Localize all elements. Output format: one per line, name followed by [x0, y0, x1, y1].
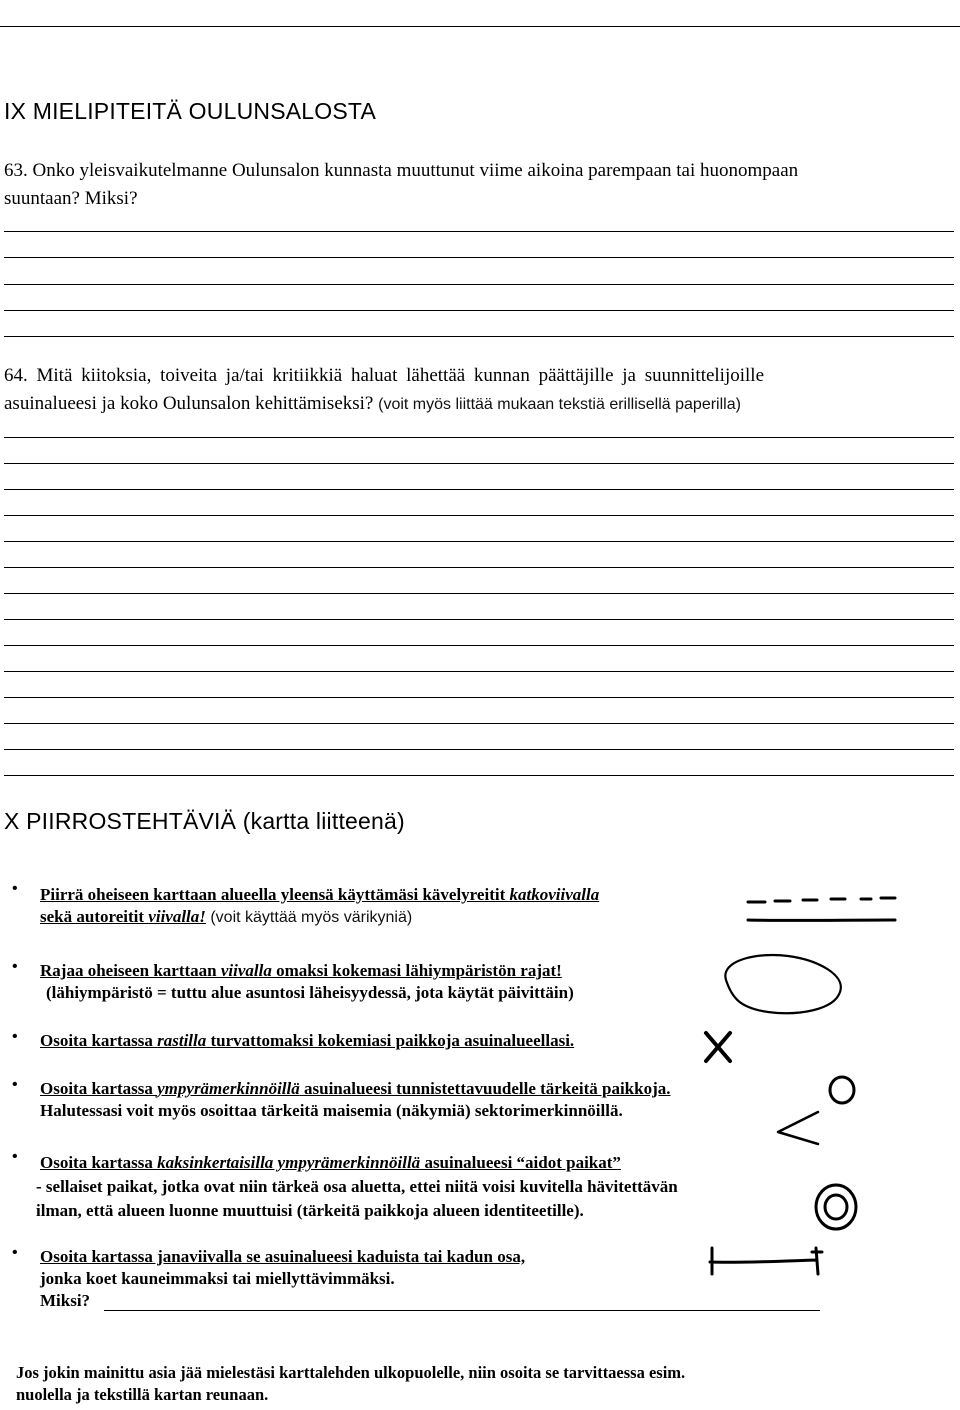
answer-line-64-3[interactable]: [4, 489, 954, 490]
answer-line-63-4[interactable]: [4, 310, 954, 311]
bullet-1: •: [12, 880, 18, 897]
task-4-text-c: asuinalueesi tunnistettavuudelle tärkeitä paikkoja.: [299, 1079, 671, 1098]
answer-line-63-1[interactable]: [4, 231, 954, 232]
question-63: [4, 157, 960, 213]
sector-icon: [774, 1108, 824, 1148]
task-1-text-d: viivalla!: [148, 907, 206, 926]
cross-mark-icon: [703, 1030, 733, 1064]
segment-line-icon: [704, 1244, 824, 1278]
task-6-text-a: Osoita kartassa janaviivalla se asuinalueesi kaduista tai kadun osa,: [40, 1247, 526, 1266]
question-63-line1: 63. Onko yleisvaikutelmanne Oulunsalon kunnasta muuttunut viime aikoina parempaan tai huonompaan: [4, 160, 799, 181]
answer-line-64-5[interactable]: [4, 541, 954, 542]
answer-line-63-5[interactable]: [4, 336, 954, 337]
task-4-text-a: Osoita kartassa: [40, 1079, 158, 1098]
task-3: [40, 1030, 574, 1052]
circle-icon: [826, 1074, 860, 1108]
answer-line-64-4[interactable]: [4, 515, 954, 516]
task-2-line2: (lähiympäristö = tuttu alue asuntosi läheisyydessä, jota käytät päivittäin): [46, 983, 574, 1002]
answer-line-64-14[interactable]: [4, 775, 954, 776]
question-64-line2: asuinalueesi ja koko Oulunsalon kehittämiseksi?: [4, 393, 374, 414]
bullet-3: •: [12, 1028, 18, 1045]
dashed-line-icon: [745, 890, 900, 930]
answer-line-64-12[interactable]: [4, 723, 954, 724]
footer-line2: nuolella ja tekstillä kartan reunaan.: [16, 1385, 269, 1404]
task-1-text-b: katkoviivalla: [509, 885, 600, 904]
question-63-line2: suuntaan? Miksi?: [4, 188, 138, 209]
task-3-text-b: rastilla: [157, 1031, 207, 1050]
answer-line-64-11[interactable]: [4, 697, 954, 698]
bullet-2: •: [12, 958, 18, 975]
task-3-text-c: turvattomaksi kokemiasi paikkoja asuinalueellasi.: [206, 1031, 575, 1050]
answer-line-64-9[interactable]: [4, 645, 954, 646]
task-1-note: (voit käyttää myös värikyniä): [205, 909, 413, 926]
task-2: [40, 960, 574, 1004]
answer-line-64-7[interactable]: [4, 593, 954, 594]
answer-line-64-1[interactable]: [4, 437, 954, 438]
bullet-4: •: [12, 1076, 18, 1093]
task-5-line3: ilman, että alueen luonne muuttuisi (tärkeitä paikkoja alueen identiteetille).: [36, 1201, 584, 1220]
task-5-line2: - sellaiset paikat, jotka ovat niin tärkeä osa aluetta, ettei niitä voisi kuvitella hävitettävän: [36, 1177, 678, 1196]
task-5: [36, 1152, 678, 1222]
task-6-line2: jonka koet kauneimmaksi tai miellyttävimmäksi.: [40, 1269, 395, 1288]
task-5-text-c: asuinalueesi “aidot paikat”: [420, 1153, 621, 1172]
answer-line-64-8[interactable]: [4, 619, 954, 620]
double-circle-icon: [812, 1180, 862, 1234]
answer-line-64-2[interactable]: [4, 463, 954, 464]
question-64-note: (voit myös liittää mukaan tekstiä erillisellä paperilla): [378, 396, 741, 413]
section-heading-x: X PIIRROSTEHTÄVIÄ (kartta liitteenä): [4, 808, 405, 834]
answer-line-64-10[interactable]: [4, 671, 954, 672]
task-2-text-a: Rajaa oheiseen karttaan: [40, 961, 221, 980]
bullet-6: •: [12, 1244, 18, 1261]
task-1-text-a: Piirrä oheiseen karttaan alueella yleensä käyttämäsi kävelyreitit: [40, 885, 510, 904]
task-3-text-a: Osoita kartassa: [40, 1031, 158, 1050]
answer-line-63-2[interactable]: [4, 257, 954, 258]
task-4-text-b: ympyrämerkinnöillä: [157, 1079, 300, 1098]
top-rule: [0, 26, 960, 27]
question-64: [4, 362, 960, 419]
boundary-blob-icon: [718, 950, 848, 1020]
footer-note: [16, 1362, 685, 1406]
question-64-line1: 64. Mitä kiitoksia, toiveita ja/tai kritiikkiä haluat lähettää kunnan päättäjille ja suunnittelijoille: [4, 365, 765, 386]
answer-line-64-13[interactable]: [4, 749, 954, 750]
answer-line-64-6[interactable]: [4, 567, 954, 568]
section-heading-ix: IX MIELIPITEITÄ OULUNSALOSTA: [4, 98, 376, 124]
task-6-line3: Miksi?: [40, 1291, 91, 1310]
task-4: [40, 1078, 671, 1122]
task-2-text-c: omaksi kokemasi lähiympäristön rajat!: [271, 961, 562, 980]
task-2-text-b: viivalla: [220, 961, 272, 980]
task-5-text-b: kaksinkertaisilla ympyrämerkinnöillä: [157, 1153, 421, 1172]
task-6: [40, 1246, 525, 1312]
task-4-line2: Halutessasi voit myös osoittaa tärkeitä maisemia (näkymiä) sektorimerkinnöillä.: [40, 1101, 623, 1120]
answer-line-63-3[interactable]: [4, 284, 954, 285]
task-1-text-c: sekä autoreitit: [40, 907, 149, 926]
footer-line1: Jos jokin mainittu asia jää mielestäsi karttalehden ulkopuolelle, niin osoita se tarvittaessa esim.: [16, 1363, 686, 1382]
bullet-5: •: [12, 1148, 18, 1165]
task-5-text-a: Osoita kartassa: [40, 1153, 158, 1172]
miksi-answer-line[interactable]: [104, 1310, 820, 1311]
task-1: [40, 884, 599, 929]
